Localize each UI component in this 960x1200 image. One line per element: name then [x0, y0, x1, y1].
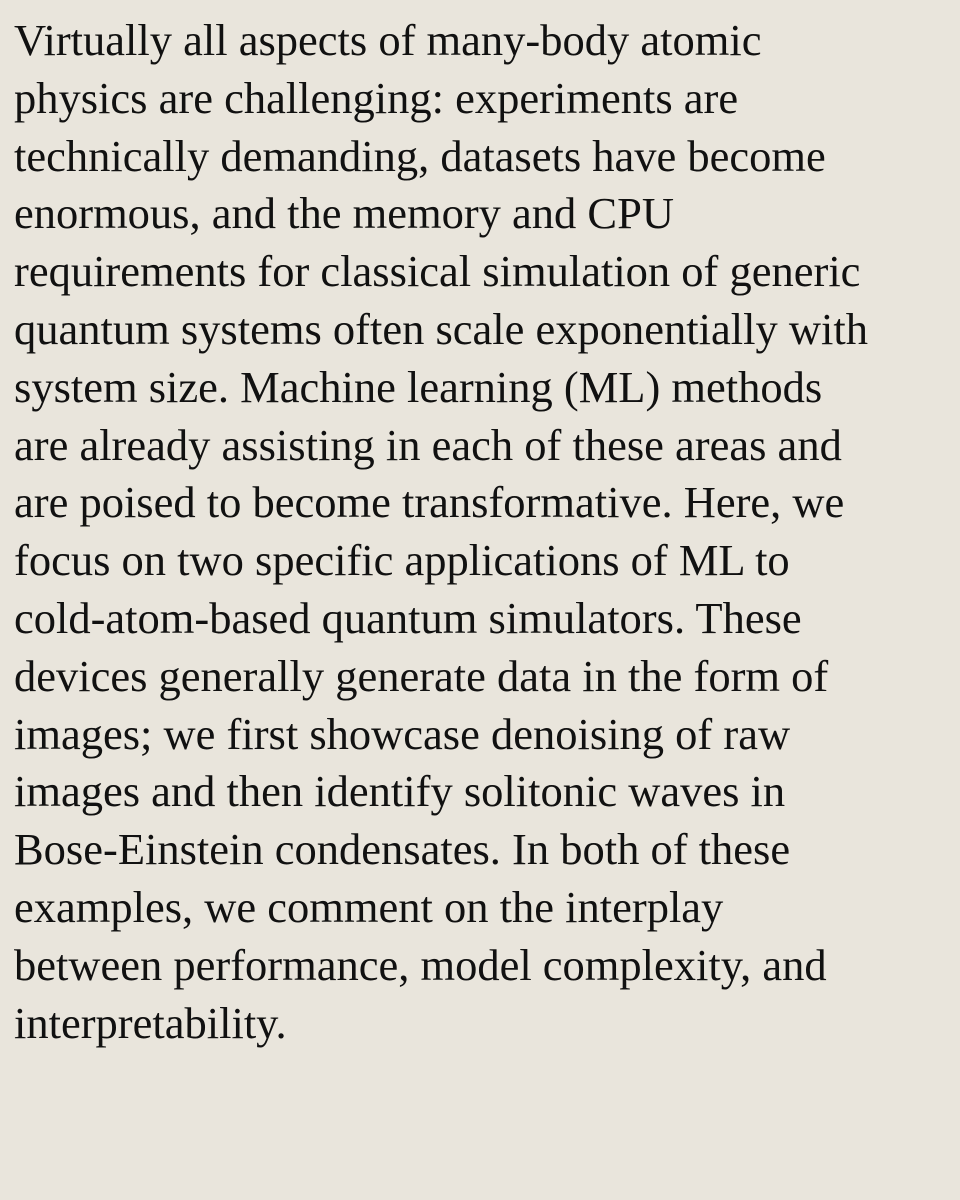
text-line: examples, we comment on the interplay — [14, 881, 724, 932]
text-line: are poised to become transformative. Here, we — [14, 477, 845, 528]
text-line: quantum systems often scale exponentially with — [14, 303, 868, 354]
text-line: cold-atom-based quantum simulators. These — [14, 592, 802, 643]
text-line: Virtually all aspects of many-body atomic — [14, 15, 762, 65]
text-line: enormous, and the memory and CPU — [14, 188, 674, 239]
text-line: technically demanding, datasets have become — [14, 130, 826, 181]
text-line: physics are challenging: experiments are — [14, 72, 739, 123]
text-line: Bose-Einstein condensates. In both of these — [14, 824, 791, 875]
text-line: images and then identify solitonic waves in — [14, 766, 786, 817]
text-line: devices generally generate data in the form of — [14, 650, 829, 701]
abstract-text — [14, 12, 868, 1052]
text-line: between performance, model complexity, and — [14, 939, 827, 990]
text-line: focus on two specific applications of ML to — [14, 535, 790, 586]
text-line: interpretability. — [14, 997, 287, 1048]
text-line: system size. Machine learning (ML) methods — [14, 361, 823, 412]
text-line: requirements for classical simulation of generic — [14, 246, 861, 297]
text-line: are already assisting in each of these areas and — [14, 419, 842, 470]
text-line: images; we first showcase denoising of raw — [14, 708, 791, 759]
